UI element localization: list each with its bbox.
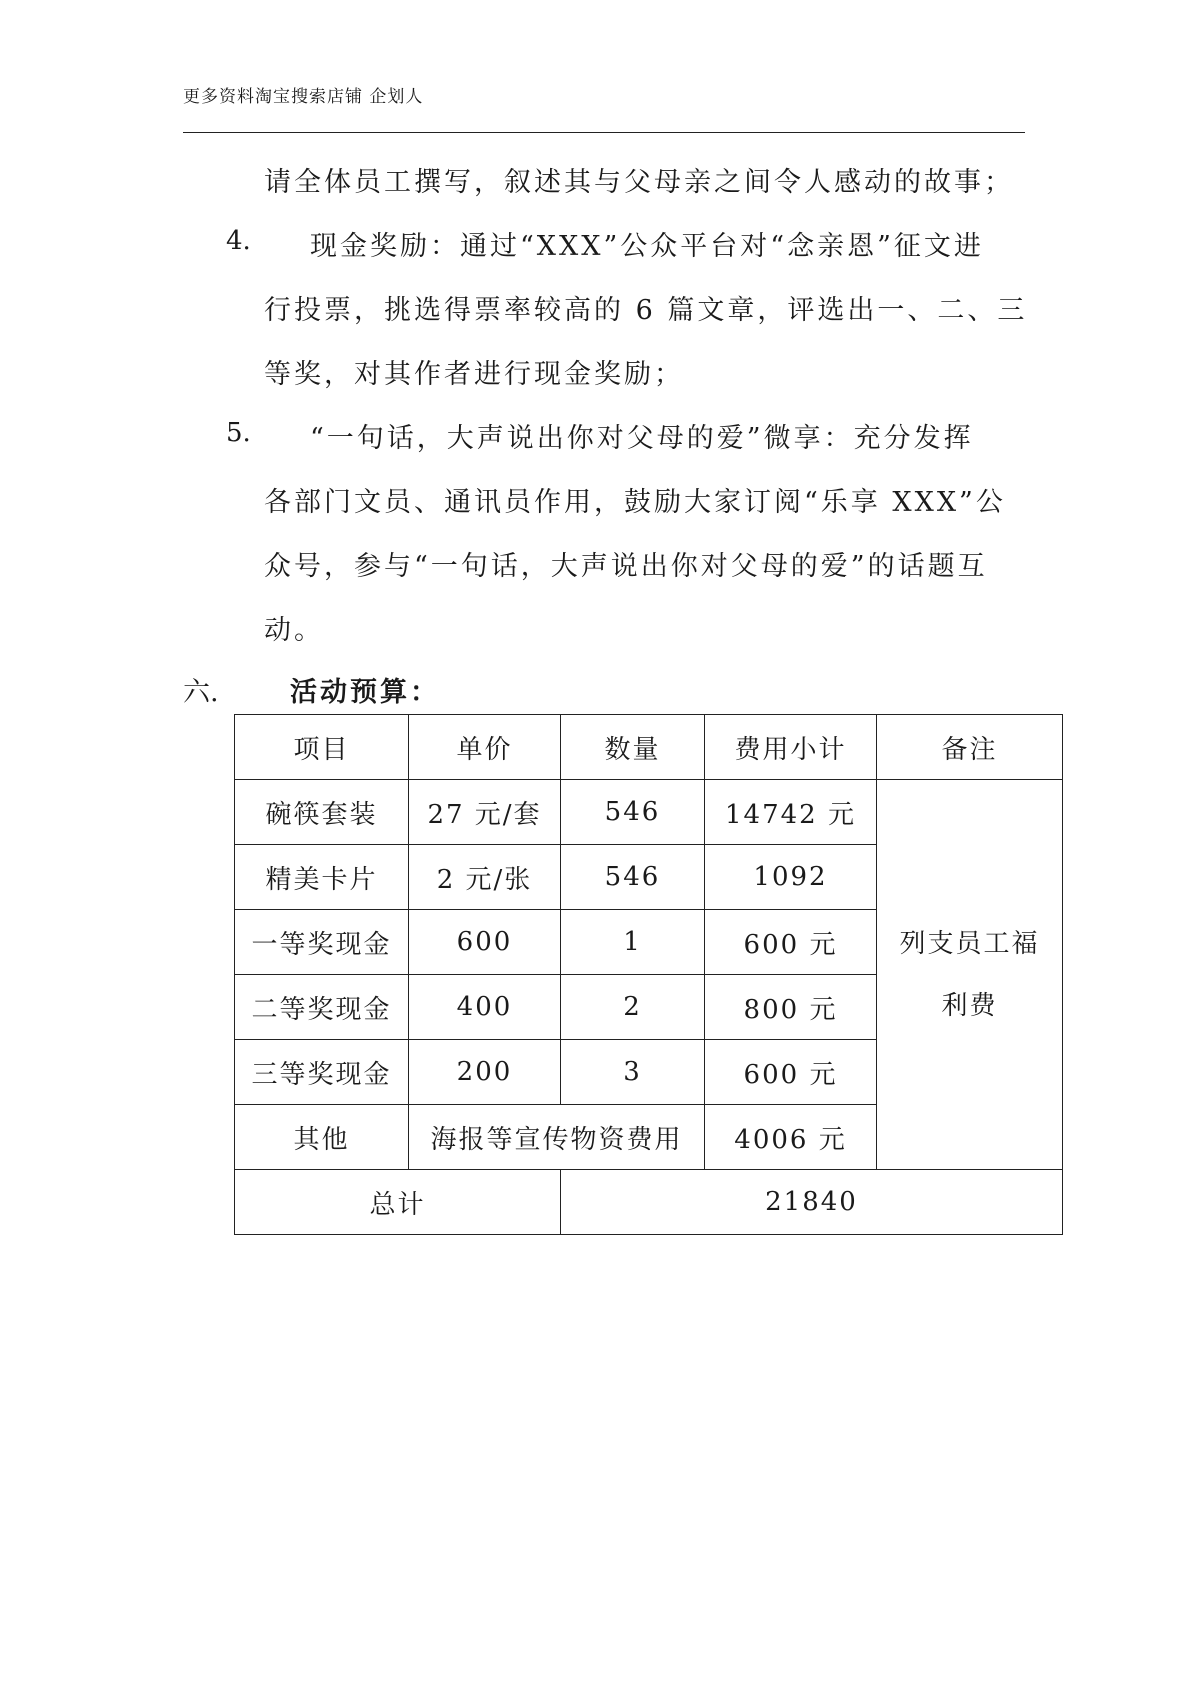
cell-unit-price: 27 元/套 (409, 780, 561, 845)
cell-subtotal: 800 元 (705, 975, 877, 1040)
cell-subtotal: 1092 (705, 845, 877, 910)
remark-line-2: 利费 (941, 990, 998, 1021)
cell-item: 三等奖现金 (235, 1040, 409, 1105)
remark-line-1: 列支员工福 (899, 928, 1040, 959)
cell-item: 其他 (235, 1105, 409, 1170)
item5-line-2: 各部门文员、通讯员作用，鼓励大家订阅“乐享 XXX”公 (264, 487, 1006, 518)
item4-line-2: 行投票，挑选得票率较高的 6 篇文章，评选出一、二、三 (264, 295, 1028, 326)
header-divider (183, 132, 1025, 133)
cell-quantity: 2 (561, 975, 705, 1040)
cell-subtotal: 4006 元 (705, 1105, 877, 1170)
cell-item: 碗筷套装 (235, 780, 409, 845)
item5-line-4: 动。 (264, 615, 324, 646)
cell-unit-price: 400 (409, 975, 561, 1040)
remark-cell (877, 780, 1063, 1170)
header-subtotal: 费用小计 (705, 715, 877, 780)
cell-subtotal: 600 元 (705, 1040, 877, 1105)
cell-item: 二等奖现金 (235, 975, 409, 1040)
total-label: 总计 (235, 1170, 561, 1235)
table-row (235, 780, 1063, 845)
cell-quantity: 1 (561, 910, 705, 975)
cell-item: 一等奖现金 (235, 910, 409, 975)
item4-line-1: 现金奖励：通过“XXX”公众平台对“念亲恩”征文进 (310, 231, 984, 262)
cell-unit-price: 2 元/张 (409, 845, 561, 910)
table-row-total (235, 1170, 1063, 1235)
page-header-text: 更多资料淘宝搜索店铺 企划人 (183, 87, 424, 107)
header-item: 项目 (235, 715, 409, 780)
item5-line-3: 众号，参与“一句话，大声说出你对父母的爱”的话题互 (264, 551, 988, 582)
cell-quantity: 546 (561, 780, 705, 845)
cell-quantity: 3 (561, 1040, 705, 1105)
cell-unit-price: 600 (409, 910, 561, 975)
header-remark: 备注 (877, 715, 1063, 780)
cell-unit-price: 200 (409, 1040, 561, 1105)
item4-line-3: 等奖，对其作者进行现金奖励； (264, 359, 684, 390)
total-value: 21840 (561, 1170, 1063, 1235)
cell-subtotal: 600 元 (705, 910, 877, 975)
cell-item: 精美卡片 (235, 845, 409, 910)
table-header-row (235, 715, 1063, 780)
section-number: 六. (183, 677, 219, 708)
continued-line: 请全体员工撰写，叙述其与父母亲之间令人感动的故事； (264, 167, 1014, 198)
header-quantity: 数量 (561, 715, 705, 780)
cell-quantity: 546 (561, 845, 705, 910)
item5-number: 5. (226, 418, 251, 448)
cell-subtotal: 14742 元 (705, 780, 877, 845)
item4-number: 4. (226, 226, 251, 256)
cell-other-description: 海报等宣传物资费用 (409, 1105, 705, 1170)
item5-line-1: “一句话，大声说出你对父母的爱”微享：充分发挥 (310, 423, 974, 454)
section-title: 活动预算： (290, 677, 440, 708)
budget-table (234, 714, 1063, 1235)
header-unit-price: 单价 (409, 715, 561, 780)
